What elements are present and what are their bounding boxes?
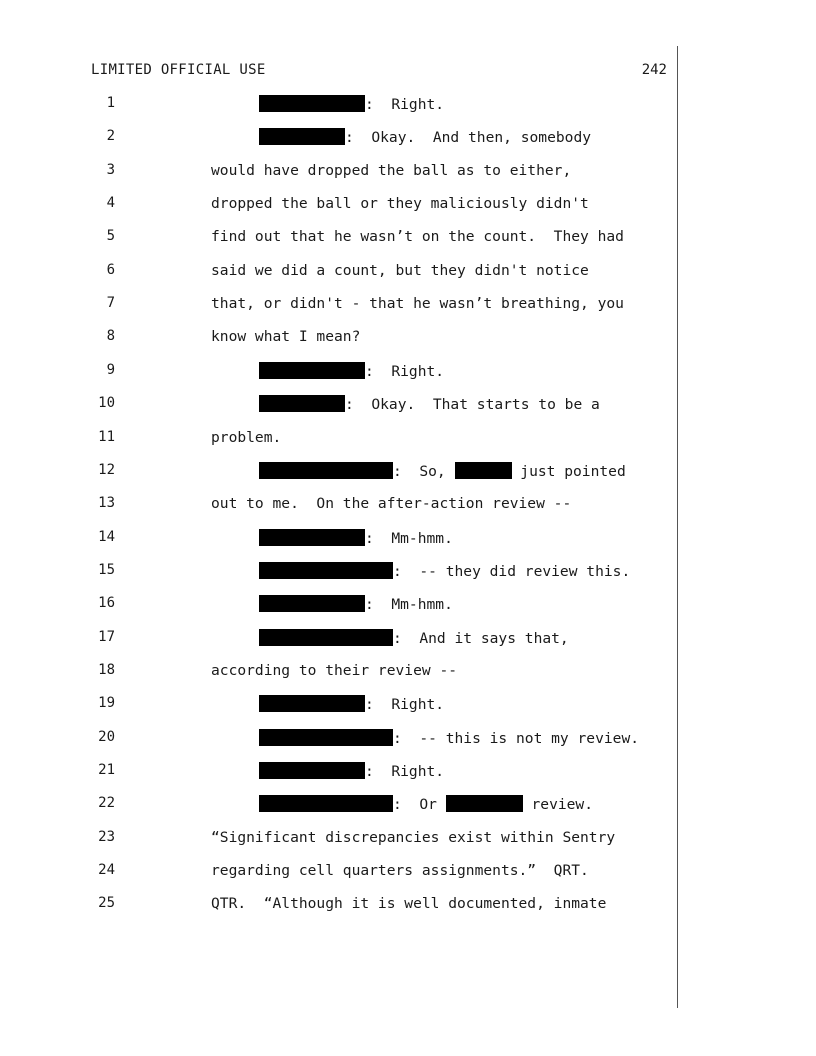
- speaker-text-continued: just pointed: [511, 462, 626, 480]
- speaker-line: [259, 128, 591, 146]
- redaction-bar: [259, 762, 365, 779]
- transcript-line: [0, 195, 816, 217]
- line-text: according to their review --: [211, 661, 458, 679]
- line-number: 24: [98, 862, 115, 879]
- header-page-number: 242: [641, 62, 667, 78]
- speaker-text-continued: review.: [522, 796, 594, 814]
- transcript-line: [0, 328, 816, 350]
- redaction-bar: [259, 562, 393, 579]
- speaker-line: [259, 795, 593, 813]
- line-number: 11: [98, 428, 115, 445]
- line-number: 23: [98, 828, 115, 845]
- line-number: 4: [106, 195, 115, 212]
- speaker-line: [259, 395, 600, 413]
- line-number: 2: [106, 128, 115, 145]
- transcript-line: [0, 395, 816, 417]
- redaction-bar: [259, 695, 365, 712]
- transcript-line: [0, 529, 816, 551]
- line-text: out to me. On the after-action review --: [211, 495, 572, 513]
- redaction-bar: [259, 395, 345, 412]
- speaker-text: : Right.: [365, 362, 445, 380]
- transcript-line: [0, 495, 816, 517]
- speaker-text: : Right.: [365, 763, 445, 780]
- transcript-line: [0, 362, 816, 384]
- line-text: that, or didn't - that he wasn’t breathing, you: [211, 295, 624, 313]
- transcript-line: [0, 429, 816, 451]
- redaction-bar: [259, 462, 393, 479]
- line-number: 22: [98, 795, 115, 812]
- line-number: 3: [106, 161, 115, 178]
- speaker-text: : -- they did review this.: [393, 562, 631, 580]
- speaker-text: : Okay. And then, somebody: [345, 129, 592, 147]
- line-text: said we did a count, but they didn't notice: [211, 261, 589, 279]
- line-number: 5: [106, 228, 115, 245]
- header-classification: LIMITED OFFICIAL USE: [91, 62, 266, 78]
- transcript-line: [0, 729, 816, 751]
- speaker-line: [259, 562, 630, 580]
- line-number: 14: [98, 528, 115, 545]
- line-number: 15: [98, 561, 115, 578]
- line-number: 9: [106, 361, 115, 378]
- speaker-text: : Mm-hmm.: [365, 596, 453, 614]
- redaction-bar: [259, 595, 365, 612]
- speaker-text: : Or: [393, 796, 446, 814]
- line-text: know what I mean?: [211, 328, 361, 346]
- speaker-text: : Okay. That starts to be a: [345, 396, 600, 414]
- speaker-line: [259, 595, 453, 613]
- transcript-line: [0, 295, 816, 317]
- speaker-text: : And it says that,: [393, 629, 569, 647]
- line-number: 21: [98, 762, 115, 778]
- transcript-line: [0, 462, 816, 484]
- transcript-line: [0, 629, 816, 651]
- transcript-line: [0, 595, 816, 617]
- line-number: 25: [98, 895, 115, 912]
- speaker-text: : So,: [393, 462, 455, 480]
- transcript-line: [0, 95, 816, 117]
- line-number: 18: [98, 661, 115, 678]
- speaker-line: [259, 462, 626, 480]
- speaker-text: : Right.: [365, 696, 445, 714]
- line-text: find out that he wasn’t on the count. They had: [211, 228, 624, 246]
- redaction-bar: [259, 629, 393, 646]
- transcript-line: [0, 262, 816, 284]
- line-text: problem.: [211, 428, 282, 446]
- speaker-text: : -- this is not my review.: [393, 729, 640, 747]
- line-number: 6: [106, 261, 115, 278]
- speaker-line: [259, 695, 444, 713]
- transcript-line: [0, 662, 816, 684]
- transcript-line: [0, 829, 816, 851]
- line-text: regarding cell quarters assignments.” QRT.: [211, 862, 589, 880]
- line-number: 17: [98, 628, 115, 645]
- line-number: 12: [98, 461, 115, 478]
- redaction-bar: [259, 529, 365, 546]
- speaker-line: [259, 529, 453, 547]
- redaction-bar: [259, 362, 365, 379]
- transcript-line: [0, 795, 816, 817]
- line-text: would have dropped the ball as to either,: [211, 161, 572, 179]
- speaker-text: : Right.: [365, 96, 445, 113]
- line-number: 8: [106, 328, 115, 345]
- transcript-line: [0, 228, 816, 250]
- transcript-line: [0, 895, 816, 917]
- transcript-line: [0, 562, 816, 584]
- redaction-bar: [259, 795, 393, 812]
- redaction-bar: [446, 795, 523, 812]
- line-number: 7: [106, 295, 115, 312]
- transcript-line: [0, 762, 816, 784]
- line-text: dropped the ball or they maliciously didn't: [211, 195, 589, 213]
- line-number: 19: [98, 695, 115, 712]
- redaction-bar: [455, 462, 512, 479]
- line-text: “Significant discrepancies exist within Sentry: [211, 828, 616, 846]
- transcript-line: [0, 695, 816, 717]
- line-number: 16: [98, 595, 115, 612]
- speaker-line: [259, 762, 444, 780]
- line-number: 20: [98, 728, 115, 745]
- redaction-bar: [259, 95, 365, 112]
- transcript-line: [0, 862, 816, 884]
- line-text: QTR. “Although it is well documented, inmate: [211, 895, 607, 913]
- speaker-line: [259, 729, 639, 747]
- line-number: 10: [98, 395, 115, 412]
- speaker-text: : Mm-hmm.: [365, 529, 453, 547]
- transcript-line: [0, 128, 816, 150]
- transcript-line: [0, 162, 816, 184]
- redaction-bar: [259, 729, 393, 746]
- speaker-line: [259, 95, 444, 113]
- speaker-line: [259, 629, 569, 647]
- line-number: 13: [98, 495, 115, 512]
- speaker-line: [259, 362, 444, 380]
- redaction-bar: [259, 128, 345, 145]
- line-number: 1: [106, 95, 115, 111]
